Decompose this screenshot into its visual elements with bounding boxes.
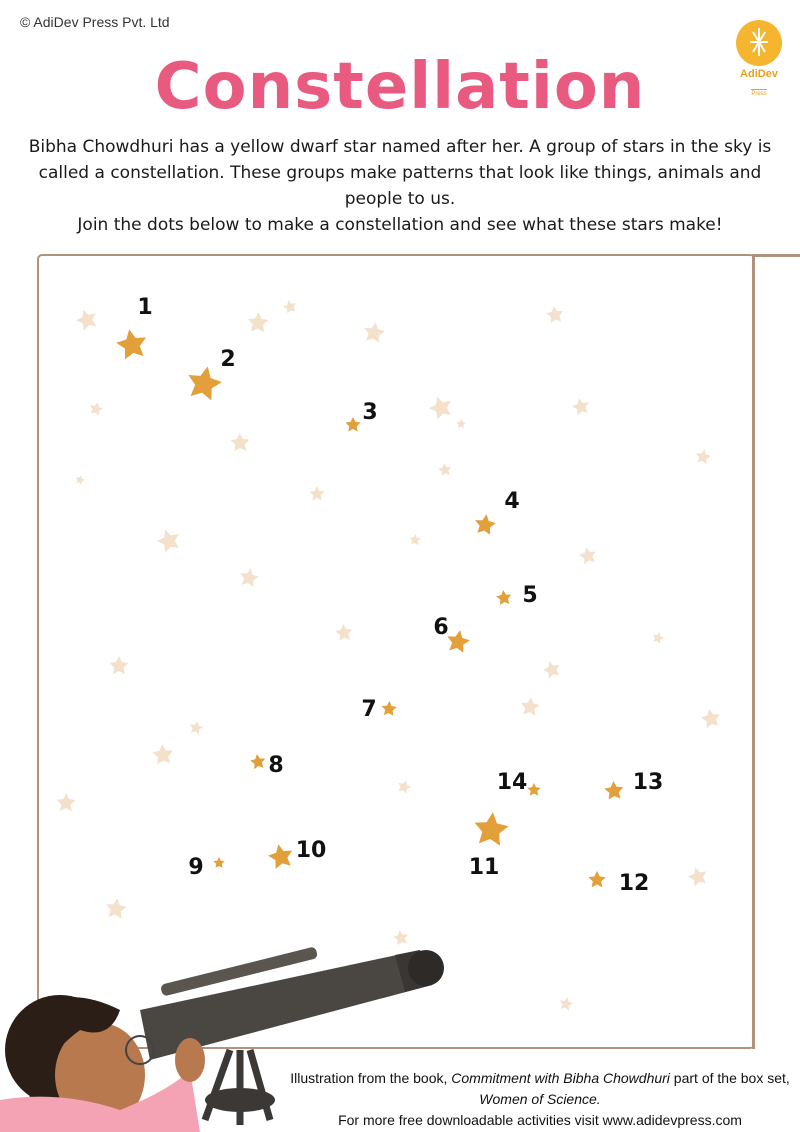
- constellation-star-12: [588, 871, 605, 887]
- background-star: [362, 321, 386, 344]
- credit-book-title: Commitment with Bibha Chowdhuri: [451, 1070, 670, 1086]
- credit-middle: part of the box set,: [669, 1070, 790, 1086]
- constellation-star-2: [184, 363, 224, 402]
- background-star: [56, 793, 75, 811]
- intro-paragraph: Bibha Chowdhuri has a yellow dwarf star named after her. A group of stars in the sky is called a constellation. These groups make patterns that look like things, animals and people to us.: [28, 137, 772, 209]
- constellation-star-3: [345, 417, 360, 431]
- constellation-star-14: [527, 783, 540, 796]
- logo-name: AdiDev: [740, 68, 778, 80]
- background-star: [88, 401, 104, 417]
- intro-instruction: Join the dots below to make a constellation and see what these stars make!: [77, 215, 723, 235]
- background-star: [282, 299, 298, 315]
- background-star: [545, 305, 564, 324]
- star-number-7: 7: [361, 697, 377, 722]
- star-number-8: 8: [268, 753, 284, 778]
- background-star: [686, 865, 709, 888]
- background-star: [230, 433, 250, 452]
- credit-prefix: Illustration from the book,: [290, 1070, 452, 1086]
- background-star: [238, 566, 260, 587]
- constellation-star-5: [496, 589, 513, 605]
- background-star: [438, 462, 453, 476]
- background-star: [392, 929, 409, 946]
- credit-line-1: [280, 1068, 800, 1110]
- star-number-1: 1: [137, 295, 153, 320]
- background-star: [571, 396, 591, 416]
- background-star: [335, 623, 354, 641]
- background-star: [110, 656, 129, 674]
- background-star: [73, 306, 99, 332]
- constellation-star-7: [381, 700, 397, 716]
- constellation-star-1: [114, 327, 149, 361]
- credit-line-2: For more free downloadable activities visit www.adidevpress.com: [338, 1112, 742, 1128]
- star-number-12: 12: [618, 871, 650, 896]
- background-star: [651, 631, 665, 645]
- star-number-9: 9: [188, 855, 204, 880]
- background-star: [247, 311, 269, 332]
- constellation-star-10: [266, 842, 295, 870]
- constellation-star-11: [472, 810, 509, 846]
- background-star: [578, 545, 598, 564]
- background-star: [152, 743, 175, 765]
- constellation-star-4: [473, 513, 496, 536]
- background-star: [309, 486, 324, 501]
- background-star: [700, 707, 722, 728]
- constellation-star-6: [445, 628, 471, 653]
- star-number-4: 4: [504, 489, 520, 514]
- background-star: [409, 534, 421, 546]
- background-star: [558, 996, 574, 1011]
- background-star: [694, 448, 711, 465]
- background-stars: [56, 299, 722, 1011]
- constellation-star-8: [249, 753, 266, 769]
- star-number-5: 5: [522, 583, 538, 608]
- background-star: [426, 393, 455, 421]
- star-number-3: 3: [362, 400, 378, 425]
- illustration-credit: [280, 1068, 800, 1131]
- star-number-2: 2: [220, 347, 236, 372]
- background-star: [541, 659, 562, 680]
- star-number-11: 11: [468, 855, 500, 880]
- background-star: [396, 778, 413, 794]
- star-number-13: 13: [632, 770, 664, 795]
- numbered-stars: [114, 295, 663, 896]
- background-star: [520, 696, 541, 716]
- star-number-10: 10: [295, 838, 327, 863]
- logo-sub: Press: [751, 91, 767, 97]
- background-star: [74, 474, 86, 485]
- background-star: [105, 897, 128, 919]
- background-star: [188, 720, 204, 735]
- credit-boxset-title: Women of Science.: [479, 1091, 601, 1107]
- copyright-text: © AdiDev Press Pvt. Ltd: [20, 14, 170, 30]
- constellation-star-13: [604, 780, 624, 799]
- page-title: Constellation: [154, 50, 646, 124]
- constellation-star-9: [213, 857, 224, 868]
- background-star: [154, 526, 182, 554]
- background-star: [456, 419, 466, 429]
- star-number-6: 6: [433, 615, 449, 640]
- star-number-14: 14: [496, 770, 528, 795]
